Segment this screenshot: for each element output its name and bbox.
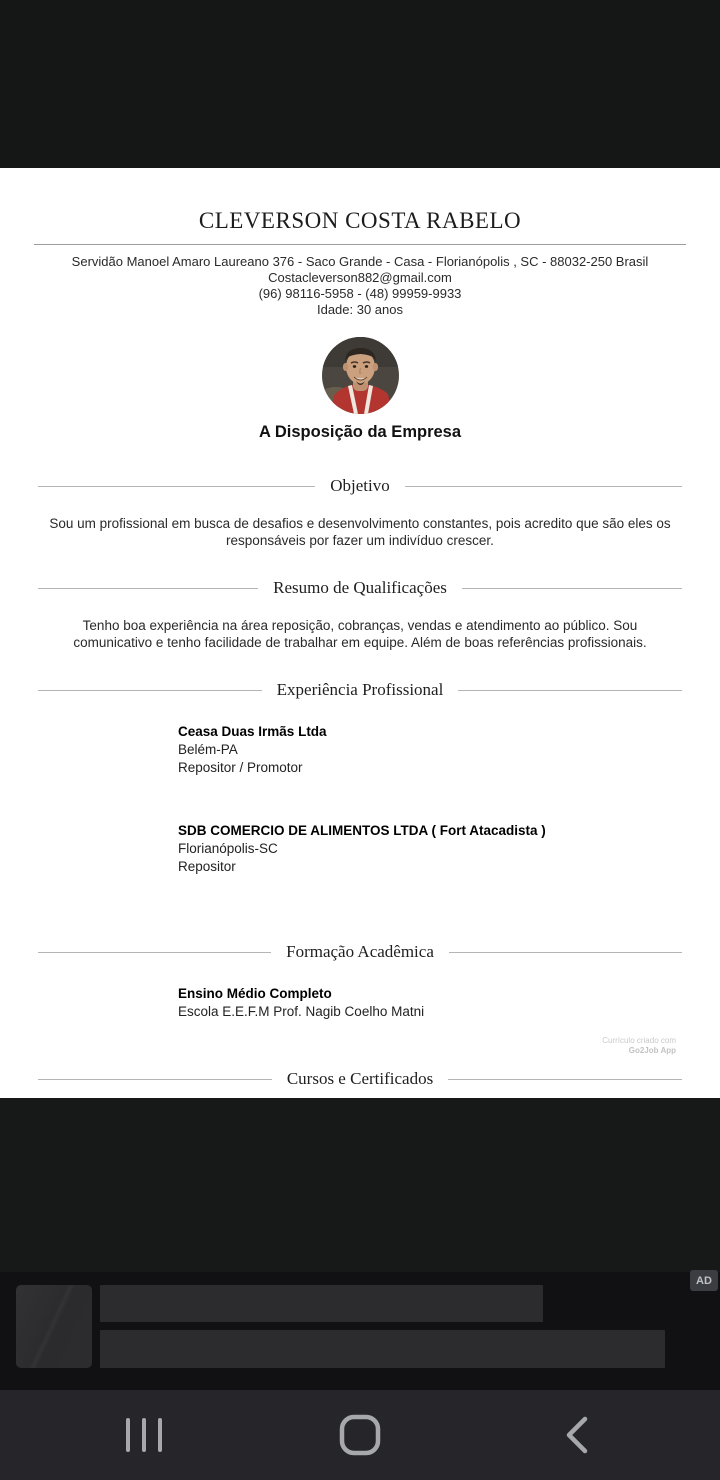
ad-banner[interactable] xyxy=(0,1272,720,1390)
experience-entry xyxy=(178,723,690,777)
section-header-experiencia xyxy=(38,680,682,700)
contact-phones: (96) 98116-5958 - (48) 99959-9933 xyxy=(258,286,462,301)
section-header-objetivo xyxy=(38,476,682,496)
back-button[interactable] xyxy=(542,1405,610,1465)
contact-age: Idade: 30 anos xyxy=(316,302,404,317)
profile-photo xyxy=(322,337,399,414)
experience-role: Repositor / Promotor xyxy=(178,760,303,775)
section-header-formacao xyxy=(38,942,682,962)
section-title: Resumo de Qualificações xyxy=(273,578,447,597)
back-icon xyxy=(561,1415,591,1455)
experience-location: Belém-PA xyxy=(178,742,238,757)
section-title: Experiência Profissional xyxy=(276,680,444,699)
header-divider xyxy=(34,244,686,245)
top-letterbox xyxy=(0,0,720,168)
home-button[interactable] xyxy=(326,1405,394,1465)
experience-role: Repositor xyxy=(178,859,236,874)
divider-line xyxy=(449,952,682,953)
divider-line xyxy=(458,690,682,691)
resumo-text: Tenho boa experiência na área reposição, cobranças, vendas e atendimento ao público. Sou comunicativo e tenho facilidade de trabalhar em equipe. Além de boas referências profissionais. xyxy=(73,618,647,650)
objetivo-text: Sou um profissional em busca de desafios e desenvolvimento constantes, pois acredito que são eles os responsáveis por fazer um indivíduo crescer. xyxy=(49,516,671,548)
divider-line xyxy=(38,1079,272,1080)
education-degree: Ensino Médio Completo xyxy=(178,986,332,1001)
education-school: Escola E.E.F.M Prof. Nagib Coelho Matni xyxy=(178,1004,425,1019)
recents-button[interactable] xyxy=(110,1405,178,1465)
divider-line xyxy=(38,588,258,589)
app-watermark xyxy=(602,1036,676,1056)
education-entry xyxy=(178,985,690,1021)
divider-line xyxy=(38,952,271,953)
divider-line xyxy=(38,486,315,487)
home-icon xyxy=(339,1414,381,1456)
experience-entry xyxy=(178,822,690,876)
section-title: Cursos e Certificados xyxy=(286,1069,434,1088)
bottom-letterbox xyxy=(0,1098,720,1272)
contact-block xyxy=(0,254,720,318)
divider-line xyxy=(462,588,682,589)
ad-text-placeholder xyxy=(100,1285,543,1322)
resume-name: CLEVERSON COSTA RABELO xyxy=(198,208,522,233)
divider-line xyxy=(38,690,262,691)
ad-badge: AD xyxy=(690,1270,718,1291)
section-header-cursos xyxy=(38,1069,682,1089)
recents-icon xyxy=(124,1417,164,1453)
watermark-line1: Currículo criado com xyxy=(602,1036,676,1045)
experience-company: SDB COMERCIO DE ALIMENTOS LTDA ( Fort Atacadista ) xyxy=(178,823,546,838)
experience-company: Ceasa Duas Irmãs Ltda xyxy=(178,724,327,739)
experience-location: Florianópolis-SC xyxy=(178,841,278,856)
ad-icon-placeholder xyxy=(16,1285,92,1368)
section-title: Formação Acadêmica xyxy=(286,942,434,961)
divider-line xyxy=(405,486,682,487)
section-title: Objetivo xyxy=(330,476,390,495)
resume-tagline: A Disposição da Empresa xyxy=(258,423,462,441)
ad-text-placeholder xyxy=(100,1330,665,1368)
android-navigation-bar xyxy=(0,1390,720,1480)
divider-line xyxy=(448,1079,682,1080)
resume-document xyxy=(0,168,720,1098)
watermark-line2: Go2Job App xyxy=(628,1046,676,1055)
section-header-resumo xyxy=(38,578,682,598)
contact-address: Servidão Manoel Amaro Laureano 376 - Saco Grande - Casa - Florianópolis , SC - 88032-250 Brasil xyxy=(71,254,649,269)
contact-email: Costacleverson882@gmail.com xyxy=(268,270,452,285)
